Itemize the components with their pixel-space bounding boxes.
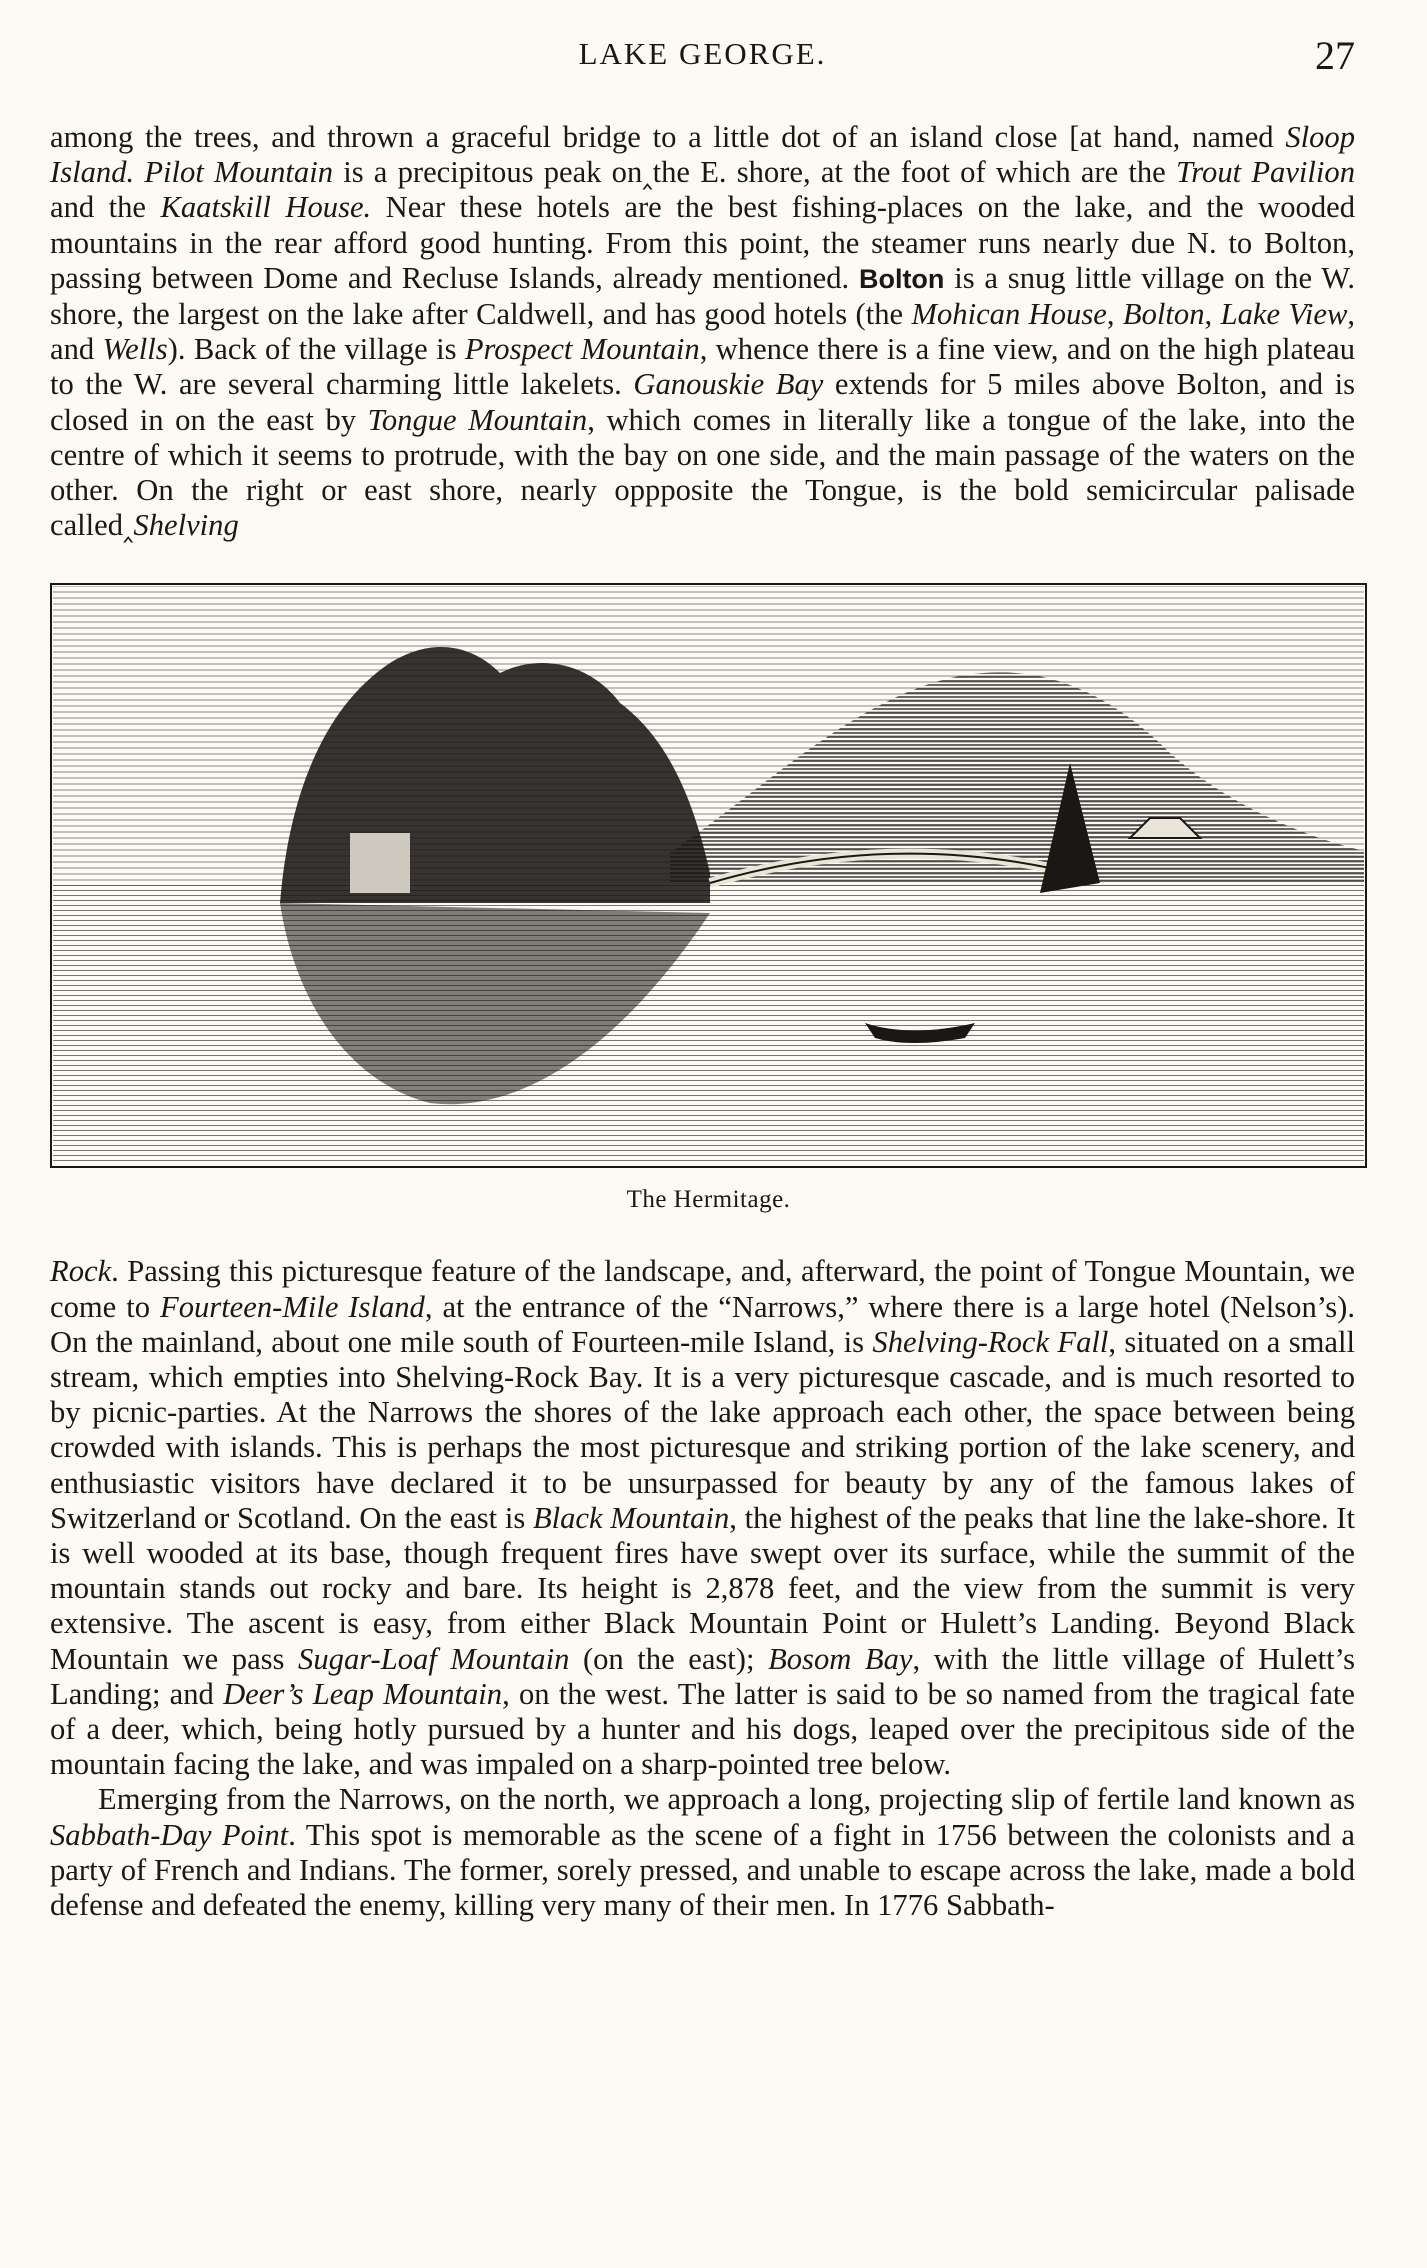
- page-number: 27: [1315, 33, 1355, 78]
- paragraph-1: [50, 120, 1355, 543]
- text-run: Near these hotels are the best fishing-places on the lake, and the wooded mountains in the rear afford good hunting. From this point, the steamer runs nearly due N. to Bolton, passing between Dome and Recluse Islands, already mentioned.: [50, 190, 1355, 295]
- engraving-illustration: [50, 583, 1367, 1168]
- italic-term: Deer’s Leap Mountain: [223, 1676, 503, 1711]
- running-title: LAKE GEORGE.: [578, 36, 827, 71]
- text-run: among the trees, and thrown a graceful bridge to a little dot of an island close [at hand, named: [50, 120, 1286, 154]
- lake-water: [53, 883, 1364, 1164]
- italic-term: Bolton: [1122, 297, 1205, 332]
- italic-term: Rock: [50, 1254, 112, 1289]
- figure-caption: The Hermitage.: [626, 1186, 791, 1214]
- text-run: is a precipitous peak on‸the E. shore, at the foot of which are the: [333, 155, 1176, 190]
- text-run: ,: [1106, 297, 1123, 332]
- figure-hermitage: [50, 583, 1367, 1214]
- text-run: , which comes in literally like a tongue of the lake, into the centre of which it seems to protrude, with the bay on one side, and the main passage of the waters on the other. On the right or east shore, nearly oppposite the Tongue, is the bold semicircular palisade called‸: [50, 402, 1355, 543]
- italic-term: Sabbath-Day Point: [50, 1817, 289, 1852]
- italic-term: Shelving-Rock Fall: [872, 1324, 1109, 1359]
- italic-term: Bosom Bay: [768, 1641, 913, 1676]
- text-run: , with the little village of Hulett’s Landing; and: [50, 1641, 1355, 1711]
- italic-term: Prospect Mountain: [464, 332, 700, 367]
- paragraph-2: [50, 1254, 1355, 1782]
- text-run: . Passing this picturesque feature of the landscape, and, afterward, the point of Tongue Mountain, we come to: [50, 1254, 1355, 1324]
- text-run: extends for 5 miles above Bolton, and is closed in on the east by: [50, 367, 1356, 437]
- italic-term: Mohican House: [911, 297, 1107, 332]
- text-run: , whence there is a fine view, and on the high plateau to the W. are several charming little lakelets.: [50, 332, 1355, 402]
- text-run: ). Back of the village is: [167, 332, 465, 367]
- text-run: [134, 155, 144, 189]
- italic-term: Black Mountain: [532, 1500, 730, 1535]
- text-run: , on the west. The latter is said to be so named from the tragical fate of a deer, which, being hotly pursued by a hunter and his dogs, leaped over the precipitous side of the mountain facing the lake, and was impaled on a sharp-pointed tree below.: [50, 1676, 1355, 1782]
- italic-term: Lake View: [1220, 297, 1348, 332]
- italic-term: Shelving: [133, 508, 239, 543]
- bold-term: Bolton: [858, 263, 945, 294]
- text-run: , at the entrance of the “Narrows,” where there is a large hotel (Nelson’s). On the mainland, about one mile south of Fourteen-mile Island, is: [50, 1289, 1355, 1359]
- text-run: Emerging from the Narrows, on the north, we approach a long, projecting slip of fertile land known as: [98, 1782, 1355, 1817]
- italic-term: Trout Pavilion: [1175, 155, 1355, 190]
- paragraph-3: [50, 1782, 1355, 1923]
- text-run: is a snug little village on the W. shore, the largest on the lake after Caldwell, and has good hotels (the: [50, 260, 1356, 332]
- running-head: [50, 33, 1355, 80]
- hermitage-house: [350, 833, 410, 893]
- italic-term: Tongue Mountain: [367, 402, 588, 437]
- text-run: , the highest of the peaks that line the lake-shore. It is well wooded at its base, though frequent fires have swept over its surface, while the summit of the mountain stands out rocky and bare. Its height is 2,878 feet, and the view from the summit is very extensive. The ascent is easy, from either Black Mountain Point or Hulett’s Landing. Beyond Black Mountain we pass: [50, 1500, 1355, 1676]
- italic-term: Sugar-Loaf Mountain: [298, 1641, 570, 1676]
- italic-term: Fourteen-Mile Island: [160, 1289, 425, 1324]
- text-run: . This spot is memorable as the scene of a fight in 1756 between the colonists and a party of French and Indians. The former, sorely pressed, and unable to escape across the lake, made a bold defense and defeated the enemy, killing very many of their men. In 1776 Sabbath-: [50, 1817, 1355, 1923]
- text-run: , and: [50, 297, 1356, 367]
- italic-term: Kaatskill House.: [160, 190, 372, 225]
- text-run: , situated on a small stream, which empties into Shelving-Rock Bay. It is a very picturesque cascade, and is much resorted to by picnic-parties. At the Narrows the shores of the lake approach each other, the space between being crowded with islands. This is perhaps the most picturesque and striking portion of the lake scenery, and enthusiastic visitors have declared it to be unsurpassed for beauty by any of the famous lakes of Switzerland or Scotland. On the east is: [50, 1324, 1355, 1535]
- italic-term: Wells: [102, 332, 168, 367]
- italic-term: Pilot Mountain: [144, 155, 333, 190]
- italic-term: Sloop Island.: [50, 120, 1355, 190]
- text-run: (on the east);: [569, 1641, 769, 1676]
- text-run: ,: [1204, 297, 1221, 332]
- text-run: and the: [50, 190, 161, 225]
- italic-term: Ganouskie Bay: [633, 367, 824, 402]
